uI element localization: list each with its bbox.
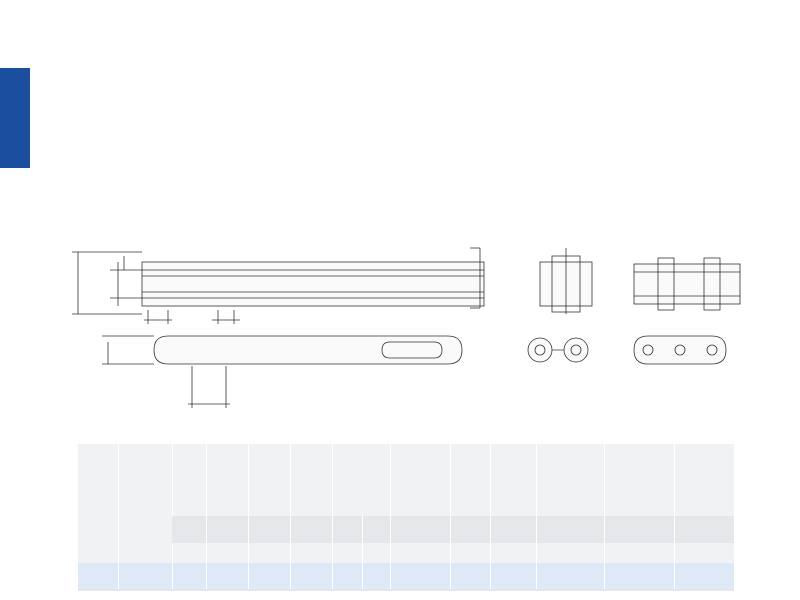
sym-q-iso <box>536 516 604 543</box>
sym-t <box>490 516 536 543</box>
th-ultimate-tensile-strength <box>536 444 604 516</box>
sym-l <box>332 516 362 543</box>
cell-transverse-pitch <box>450 563 490 589</box>
cell-roller-diameter <box>206 563 248 589</box>
chain-photo <box>70 168 740 220</box>
cell-plate-thickness <box>490 563 536 589</box>
th-roller-diameter <box>206 444 248 516</box>
sym-d1 <box>206 516 248 543</box>
table-bottom-cell <box>78 589 734 591</box>
th-average-tensile-strength <box>604 444 674 516</box>
table-bottom-strip <box>78 589 734 591</box>
unit-cell <box>248 543 290 563</box>
th-pitch <box>172 444 206 516</box>
sym-lc <box>362 516 390 543</box>
cell-pin-length-l <box>332 563 362 589</box>
sym-h2 <box>390 516 450 543</box>
unit-cell <box>604 543 674 563</box>
sym-pt <box>450 516 490 543</box>
cell-pin-length-lc <box>362 563 390 589</box>
th-plate-thickness <box>490 444 536 516</box>
sym-d2 <box>290 516 332 543</box>
unit-blank-2 <box>118 543 172 563</box>
cell-average-tensile <box>604 563 674 589</box>
table-unit-row <box>78 543 734 563</box>
table-header-row <box>78 444 734 516</box>
cell-pin-diameter <box>290 563 332 589</box>
unit-cell <box>332 543 362 563</box>
th-weight-per-meter <box>674 444 734 516</box>
th-inner-plate-depth <box>390 444 450 516</box>
th-transverse-pitch <box>450 444 490 516</box>
sym-q0 <box>604 516 674 543</box>
th-iso-din-chain-no <box>118 444 172 543</box>
th-pin-length <box>332 444 390 516</box>
sym-q <box>674 516 734 543</box>
spec-table <box>78 444 734 591</box>
cell-pitch <box>172 563 206 589</box>
cell-universal-chain-no <box>78 563 118 589</box>
unit-cell <box>362 543 390 563</box>
cell-iso-din-chain-no <box>118 563 172 589</box>
unit-cell <box>290 543 332 563</box>
unit-cell <box>674 543 734 563</box>
cell-weight-per-meter <box>674 563 734 589</box>
th-pin-diameter <box>290 444 332 516</box>
table-symbol-row <box>78 516 734 543</box>
th-universal-chain-no <box>78 444 118 543</box>
dimension-drawings <box>68 238 748 418</box>
unit-cell <box>490 543 536 563</box>
table-row <box>78 563 734 589</box>
unit-cell <box>172 543 206 563</box>
unit-cell <box>536 543 604 563</box>
cell-inner-plate-depth <box>390 563 450 589</box>
th-width-between-inner-plates <box>248 444 290 516</box>
unit-blank-1 <box>78 543 118 563</box>
unit-cell <box>450 543 490 563</box>
cell-inner-width <box>248 563 290 589</box>
unit-cell <box>206 543 248 563</box>
sym-b1 <box>248 516 290 543</box>
sym-p <box>172 516 206 543</box>
cell-ultimate-tensile <box>536 563 604 589</box>
section-tab <box>0 68 30 168</box>
unit-cell <box>390 543 450 563</box>
